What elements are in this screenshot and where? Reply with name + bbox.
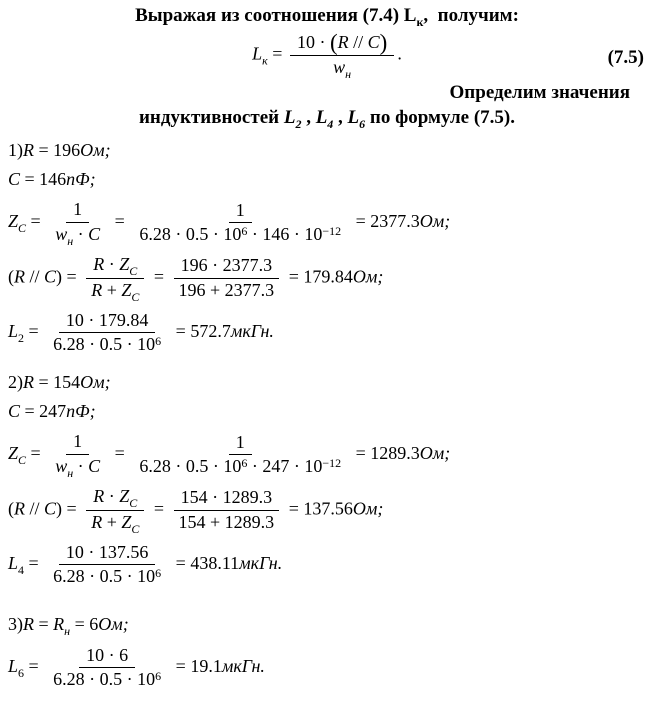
- var-R: R: [93, 253, 105, 274]
- factors: 6.28 · 0.5 · 10: [139, 224, 242, 245]
- value: 154: [53, 371, 81, 392]
- numerator: 10 · 179.84: [59, 310, 156, 334]
- fraction: [84, 254, 146, 303]
- var-Z: Z: [121, 511, 132, 532]
- unit-ohm: Ом;: [352, 266, 384, 287]
- equation-number: (7.5): [607, 47, 644, 68]
- period: .: [397, 43, 402, 64]
- numerator: 10 · 137.56: [59, 542, 156, 566]
- denominator: [84, 511, 146, 535]
- var-C: C: [88, 223, 101, 244]
- var-R: R: [93, 485, 105, 506]
- numerator: 10 · 6: [79, 645, 135, 669]
- fraction: [172, 255, 282, 301]
- title-text-end: , получим:: [423, 5, 519, 26]
- equals-sign: =: [110, 210, 130, 231]
- unit-mkgn: мкГн.: [239, 552, 283, 573]
- equals-sign: =: [20, 401, 40, 422]
- exponent: −12: [322, 456, 342, 471]
- note-text: индуктивностей: [138, 106, 284, 128]
- sub-k: к: [262, 53, 268, 68]
- exponent: −12: [322, 224, 342, 239]
- fraction: [48, 431, 107, 479]
- denominator: [46, 333, 168, 356]
- value: 146: [39, 169, 67, 190]
- numerator: 1: [66, 431, 89, 455]
- value: 247: [39, 401, 67, 422]
- plus-sign: +: [102, 511, 122, 532]
- result: = 2377.3: [351, 210, 420, 231]
- var-R: R: [337, 31, 349, 52]
- var-Z: Z: [8, 210, 19, 231]
- open-paren: (: [8, 266, 14, 287]
- var-Z: Z: [8, 442, 19, 463]
- sub-n: н: [64, 623, 71, 638]
- equals-sign: =: [24, 552, 44, 573]
- note-text-end: по формуле (7.5).: [365, 106, 515, 128]
- var-C: C: [367, 31, 380, 52]
- fraction: [46, 645, 168, 691]
- equals-sign: =: [20, 169, 40, 190]
- case1-zc-formula: [8, 199, 646, 247]
- equation-7-5: [252, 31, 402, 80]
- denominator: [84, 279, 146, 303]
- unit-ohm: Ом;: [419, 442, 451, 463]
- unit-ohm: Ом;: [419, 210, 451, 231]
- numerator: [290, 31, 394, 56]
- result: = 1289.3: [351, 442, 420, 463]
- var-C: C: [88, 455, 101, 476]
- var-Z: Z: [121, 279, 132, 300]
- denominator: [132, 455, 348, 478]
- open-paren: (: [329, 29, 338, 55]
- parallel-sign: //: [348, 31, 368, 52]
- var-R: R: [23, 371, 34, 392]
- factors: 6.28 · 0.5 · 10: [53, 566, 156, 587]
- numerator: 154 · 1289.3: [174, 487, 280, 511]
- case2-c-line: [8, 401, 646, 423]
- sub-C: C: [18, 220, 27, 235]
- sub-2: 2: [295, 116, 302, 131]
- denominator: [48, 455, 107, 479]
- denominator: [46, 668, 168, 691]
- sub-C: C: [129, 263, 138, 278]
- denominator: [132, 223, 348, 246]
- var-R: R: [23, 613, 34, 634]
- var-L: L: [8, 655, 19, 676]
- parallel-sign: //: [25, 266, 45, 287]
- factors: 6.28 · 0.5 · 10: [53, 669, 156, 690]
- equals-sign: =: [34, 139, 54, 160]
- sub-6: 6: [359, 116, 366, 131]
- unit-ohm: Ом;: [98, 613, 129, 634]
- sub-C: C: [129, 495, 138, 510]
- unit-mkgn: мкГн.: [221, 655, 265, 676]
- open-paren: (: [8, 498, 14, 519]
- fraction: [172, 487, 282, 533]
- fraction: [290, 31, 394, 80]
- var-C: C: [44, 266, 57, 287]
- case-2: [8, 372, 646, 588]
- title-text: Выражая из соотношения (7.4) L: [135, 5, 417, 26]
- unit-pf: пФ;: [66, 169, 96, 190]
- fraction: [48, 199, 107, 247]
- numerator: 196 · 2377.3: [174, 255, 280, 279]
- coefficient: 10 ·: [296, 31, 330, 52]
- case-1: [8, 140, 646, 356]
- sub-6: 6: [18, 665, 25, 680]
- sub-C: C: [131, 521, 140, 536]
- close-paren: ): [56, 266, 63, 287]
- factors: · 247 · 10: [247, 456, 323, 477]
- var-R: R: [91, 279, 103, 300]
- fraction: [84, 486, 146, 535]
- equals-sign: =: [34, 371, 54, 392]
- note-inductances: [8, 107, 646, 130]
- denominator: [326, 56, 358, 80]
- equals-sign: =: [110, 442, 130, 463]
- unit-ohm: Ом;: [80, 371, 111, 392]
- var-L: L: [8, 552, 19, 573]
- sub-n: н: [67, 233, 74, 248]
- plus-sign: +: [102, 279, 122, 300]
- times-sign: ·: [73, 455, 89, 476]
- equals-sign: =: [267, 43, 287, 64]
- comma-sep: ,: [301, 106, 316, 128]
- numerator: [86, 254, 144, 279]
- parallel-sign: //: [25, 498, 45, 519]
- equals-sign: =: [24, 320, 44, 341]
- title-sub-k: к: [416, 15, 424, 29]
- case3-r-line: [8, 614, 646, 637]
- exponent: 6: [155, 669, 162, 684]
- var-Z: Z: [119, 253, 130, 274]
- result: = 19.1: [171, 655, 222, 676]
- item-label: 1): [8, 139, 23, 160]
- factors: · 146 · 10: [247, 224, 323, 245]
- var-R: R: [23, 139, 34, 160]
- times-sign: ·: [73, 223, 89, 244]
- case2-zc-formula: [8, 431, 646, 479]
- var-w: w: [333, 56, 346, 77]
- case1-l2-formula: [8, 310, 646, 356]
- sub-4: 4: [327, 116, 334, 131]
- var-C: C: [8, 169, 21, 190]
- case1-rc-formula: [8, 254, 646, 303]
- equals-sign: =: [26, 210, 46, 231]
- exponent: 6: [155, 334, 162, 349]
- var-R: R: [91, 511, 103, 532]
- case2-rc-formula: [8, 486, 646, 535]
- close-paren: ): [56, 498, 63, 519]
- var-w: w: [55, 455, 68, 476]
- sub-C: C: [131, 289, 140, 304]
- numerator: 1: [66, 199, 89, 223]
- var-R: R: [14, 498, 25, 519]
- case1-c-line: [8, 169, 646, 191]
- fraction: [46, 310, 168, 356]
- equals-sign: =: [149, 266, 169, 287]
- equals-sign: =: [24, 655, 44, 676]
- case2-l4-formula: [8, 542, 646, 588]
- unit-pf: пФ;: [66, 401, 96, 422]
- denominator: 196 + 2377.3: [178, 279, 275, 300]
- numerator: [86, 486, 144, 511]
- case-3: [8, 614, 646, 691]
- equals-sign: =: [70, 613, 90, 634]
- var-L6: L: [347, 106, 360, 128]
- case3-l6-formula: [8, 645, 646, 691]
- value: 196: [53, 139, 81, 160]
- sub-4: 4: [18, 562, 25, 577]
- result: = 179.84: [284, 266, 353, 287]
- fraction: [46, 542, 168, 588]
- times-sign: ·: [104, 253, 120, 274]
- exponent: 6: [241, 456, 248, 471]
- sub-C: C: [18, 452, 27, 467]
- case2-r-line: [8, 372, 646, 394]
- denominator: [46, 565, 168, 588]
- numerator: 1: [229, 200, 252, 224]
- var-L: L: [8, 320, 19, 341]
- sub-n: н: [67, 465, 74, 480]
- item-label: 2): [8, 371, 23, 392]
- var-C: C: [8, 401, 21, 422]
- equals-sign: =: [149, 498, 169, 519]
- unit-ohm: Ом;: [352, 498, 384, 519]
- value: 6: [89, 613, 99, 634]
- result: = 438.11: [171, 552, 240, 573]
- equals-sign: =: [62, 266, 82, 287]
- var-L: L: [252, 43, 263, 64]
- sub-2: 2: [18, 330, 25, 345]
- unit-mkgn: мкГн.: [230, 320, 274, 341]
- fraction: [132, 432, 348, 478]
- var-R-load: R: [53, 613, 65, 634]
- factors: 6.28 · 0.5 · 10: [139, 456, 242, 477]
- var-C: C: [44, 498, 57, 519]
- close-paren: ): [379, 29, 388, 55]
- comma-sep: ,: [333, 106, 348, 128]
- var-w: w: [55, 223, 68, 244]
- equals-sign: =: [26, 442, 46, 463]
- numerator: 1: [229, 432, 252, 456]
- times-sign: ·: [104, 485, 120, 506]
- result: = 572.7: [171, 320, 231, 341]
- sub-n: н: [345, 66, 352, 81]
- denominator: 154 + 1289.3: [178, 511, 275, 532]
- item-label: 3): [8, 613, 23, 634]
- exponent: 6: [155, 566, 162, 581]
- var-R: R: [14, 266, 25, 287]
- equals-sign: =: [62, 498, 82, 519]
- equals-sign: =: [34, 613, 54, 634]
- note-define-values: Определим значения: [449, 82, 630, 103]
- var-Z: Z: [119, 485, 130, 506]
- case1-r-line: [8, 140, 646, 162]
- page-title: [8, 3, 646, 28]
- result: = 137.56: [284, 498, 353, 519]
- var-L2: L: [283, 106, 296, 128]
- denominator: [48, 223, 107, 247]
- equation-7-5-row: [8, 28, 646, 82]
- unit-ohm: Ом;: [80, 139, 111, 160]
- var-L4: L: [315, 106, 328, 128]
- factors: 6.28 · 0.5 · 10: [53, 334, 156, 355]
- fraction: [132, 200, 348, 246]
- exponent: 6: [241, 224, 248, 239]
